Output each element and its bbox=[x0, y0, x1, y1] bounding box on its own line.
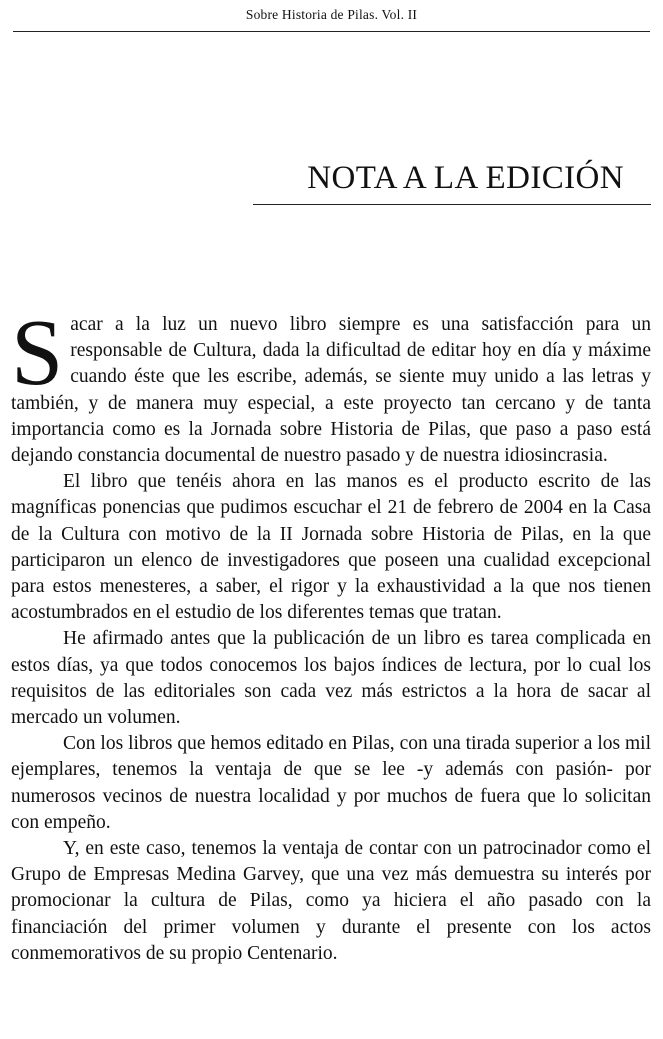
paragraph-2: El libro que tenéis ahora en las manos es el producto escrito de las magníficas ponencias que pudimos escuchar el 21 de febrero de 2004 en la Casa de la Cultura con motivo de la II Jornada sobre Historia de Pilas, en la que participaron un elenco de investigadores que poseen una cualidad excepcional para estos menesteres, a saber, el rigor y la exhaustividad a la que nos tienen acostumbrados en el estudio de los diferentes temas que tratan. bbox=[11, 471, 651, 624]
drop-cap: S bbox=[11, 301, 64, 405]
paragraph-1 bbox=[11, 301, 651, 469]
paragraph-1-text: acar a la luz un nuevo libro siempre es una satisfacción para un responsable de Cultura, dada la dificultad de editar hoy en día y máxime cuando éste que les escribe, además, se siente muy unido a las letras y también, y de manera muy especial, a este proyecto tan cercano y de tanta importancia como es la Jornada sobre Historia de Pilas, que paso a paso está dejando constancia documental de nuestro pasado y de nuestra idiosincrasia. bbox=[11, 314, 651, 467]
paragraph-3: He afirmado antes que la publicación de un libro es tarea complicada en estos días, ya que todos conocemos los bajos índices de lectura, por lo cual los requisitos de las editoriales son cada vez más estrictos a la hora de sacar al mercado un volumen. bbox=[11, 628, 651, 729]
chapter-title: NOTA A LA EDICIÓN bbox=[307, 160, 624, 196]
paragraph-4: Con los libros que hemos editado en Pilas, con una tirada superior a los mil ejemplares, tenemos la ventaja de que se lee -y además con pasión- por numerosos vecinos de nuestra localidad y por muchos de fuera que lo solicitan con empeño. bbox=[11, 733, 651, 833]
paragraph-5: Y, en este caso, tenemos la ventaja de contar con un patrocinador como el Grupo de Empresas Medina Garvey, que una vez más demuestra su interés por promocionar la cultura de Pilas, como ya hiciera el año pasado con la financiación del primer volumen y durante el presente con los actos conmemorativos de su propio Centenario. bbox=[11, 838, 651, 964]
header-rule bbox=[13, 31, 650, 32]
running-header: Sobre Historia de Pilas. Vol. II bbox=[245, 7, 418, 22]
title-rule bbox=[253, 204, 651, 205]
body-text bbox=[11, 301, 651, 967]
